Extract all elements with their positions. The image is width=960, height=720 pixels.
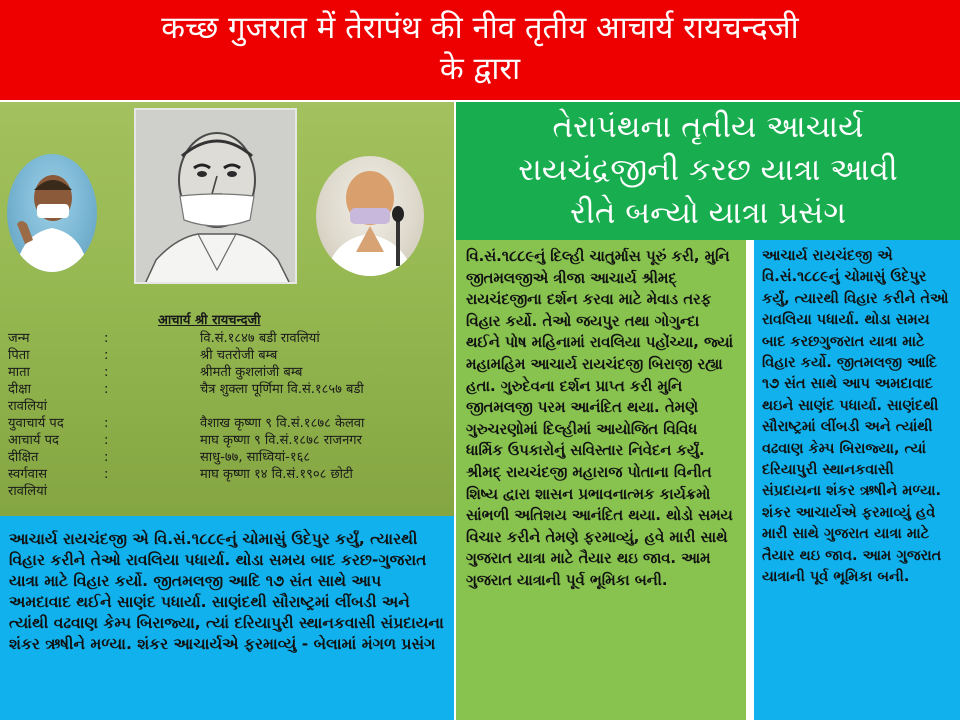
left-monk-illustration: [7, 154, 97, 272]
left-blue-text-box: આચાર્ય રાયચંદજી એ વિ.સં.૧૮૮૯નું ચોમાસું ઉદેપુર કર્યું, ત્યારથી વિહાર કરીને તેઓ રાવલિયા પધાર્યા. થોડા સમય બાદ કરછ-ગુજરાત યાત્રા માટે વિહાર કર્યો. જીતમલજી આદિ ૧૭ સંત સાથે આપ અમદાવાદ થઈને સાણંદ પધાર્યા. સાણંદથી સૌરાષ્ટ્રમાં લીંબડી અને ત્યાંથી વઢવાણ કેમ્પ બિરાજ્યા, ત્યાં દરિયાપુરી સ્થાનકવાસી સંપ્રદાયના શંકર ઋષીને મળ્યા. શંકર આચાર્યએ ફરમાવ્યું - બેલામાં મંગળ પ્રસંગ: [0, 516, 456, 720]
right-blue-text-box: આચાર્ય રાયચંદજી એ વિ.સં.૧૮૮૯નું ચોમાસું ઉદેપુર કર્યું, ત્યારથી વિહાર કરીને તેઓ રાવલિયા પધાર્યા. થોડા સમય બાદ કરછગુજરાત યાત્રા માટે વિહાર કર્યો. જીતમલજી આદિ ૧૭ સંત સાથે આપ અમદાવાદ થઇને સાણંદ પધાર્યા. સાણંદથી સૌરાષ્ટ્રમાં લીંબડી અને ત્યાંથી વઢવાણ કેમ્પ બિરાજ્યા, ત્યાં દરિયાપુરી સ્થાનકવાસી સંપ્રદાયના શંકર ઋષીને મળ્યા. શંકર આચાર્યએ ફરમાવ્યું હવે મારી સાથે ગુજરાત યાત્રા માટે તૈયાર થઇ જાવ. આમ ગુજરાત યાત્રાની પૂર્વ ભૂમિકા બની.: [754, 240, 960, 720]
bio-label: दीक्षित: [8, 450, 39, 465]
bio-colon: :: [104, 416, 109, 431]
gujarati-title-line1: તેરાપંથના તૃતીય આચાર્ય: [552, 109, 864, 145]
bio-label: रावलियां: [8, 399, 48, 414]
title-banner: [0, 0, 960, 100]
banner-title-line2: के द्वारा: [439, 51, 521, 87]
biography-heading: आचार्य श्री रायचन्दजी: [158, 313, 261, 328]
bio-label: जन्म: [8, 331, 30, 346]
bio-value: श्री चतरोजी बम्ब: [200, 348, 278, 363]
portrait-sketch: [136, 110, 297, 284]
bio-value: वि.सं.१८४७ बडी रावलियां: [200, 331, 320, 346]
bio-label: आचार्य पद: [8, 433, 59, 448]
bio-row-mother: [8, 364, 448, 381]
bio-value: वैशाख कृष्णा ९ वि.सं.१८७८ केलवा: [200, 416, 365, 431]
bio-row-initiation: [8, 381, 448, 398]
right-monk-illustration: [316, 156, 424, 276]
bio-colon: :: [104, 365, 109, 380]
bio-label: पिता: [8, 348, 30, 363]
acharya-portrait-photo: [134, 108, 297, 284]
left-monk-portrait: [7, 154, 97, 272]
bio-row-birth: [8, 330, 448, 347]
middle-green-text-box: વિ.સં.૧૮૮૯નું દિલ્હી ચાતુર્માસ પૂરું કરી, મુનિ જીતમલજીએ ત્રીજા આચાર્ય શ્રીમદ્ રાયચંદજીના દર્શન કરવા માટે મેવાડ તરફ વિહાર કર્યો. તેઓ જયપુર તથા ગોગુન્દા થઈને પોષ મહિનામાં રાવલિયા પહોંચ્યા, જ્યાં મહામહિમ આચાર્ય રાયચંદજી બિરાજી રહ્યા હતા. ગુરુદેવના દર્શન પ્રાપ્ત કરી મુનિ જીતમલજી પરમ આનંદિત થયા. તેમણે ગુરુચરણોમાં દિલ્હીમાં આયોજિત વિવિધ ધાર્મિક ઉપકારોનું સવિસ્તાર નિવેદન કર્યું. શ્રીમદ્ રાયચંદજી મહારાજ પોતાના વિનીત શિષ્ય દ્વારા શાસન પ્રભાવનાત્મક કાર્યક્રમો સાંભળી અતિશય આનંદિત થયા. થોડો સમય વિચાર કરીને તેમણે ફરમાવ્યું, હવે મારી સાથે ગુજરાત યાત્રા માટે તૈયાર થઇ જાવ. આમ ગુજરાત યાત્રાની પૂર્વ ભૂમિકા બની.: [456, 240, 750, 720]
right-monk-portrait: [316, 156, 424, 276]
bio-label: युवाचार्य पद: [8, 416, 64, 431]
bio-colon: :: [104, 348, 109, 363]
bio-row-demise: [8, 466, 448, 483]
gujarati-title-line3: રીતે બન્યો યાત્રા પ્રસંગ: [569, 195, 847, 231]
bio-row-father: [8, 347, 448, 364]
bio-row-acharya: [8, 432, 448, 449]
bio-row-initiation-place: [8, 398, 448, 415]
bio-label: माता: [8, 365, 30, 380]
bio-label: रावलियां: [8, 484, 48, 499]
bio-value: माघ कृष्णा ९ वि.सं.१८७८ राजनगर: [200, 433, 362, 448]
bio-colon: :: [104, 382, 109, 397]
bio-row-yuvacharya: [8, 415, 448, 432]
biography-card: [0, 308, 454, 516]
biography-panel: [0, 102, 456, 516]
gujarati-title-box: [456, 102, 960, 240]
gujarati-title-line2: રાયચંદ્રજીની કરછ યાત્રા આવી: [518, 152, 898, 188]
bio-label: स्वर्गवास: [8, 467, 47, 482]
bio-row-demise-place: [8, 483, 448, 500]
bio-value: माघ कृष्णा १४ वि.सं.१९०८ छोटी: [200, 467, 353, 482]
bio-colon: :: [104, 450, 109, 465]
bio-value: चैत्र शुक्ला पूर्णिमा वि.सं.१८५७ बडी: [200, 382, 364, 397]
bio-colon: :: [104, 331, 109, 346]
bio-row-initiated: [8, 449, 448, 466]
banner-title-line1: कच्छ गुजरात में तेरापंथ की नीव तृतीय आचार्य रायचन्दजी: [161, 10, 799, 46]
bio-colon: :: [104, 433, 109, 448]
bio-value: श्रीमती कुशलांजी बम्ब: [200, 365, 303, 380]
bio-value: साधु-७७, साध्वियां-१६८: [200, 450, 311, 465]
bio-label: दीक्षा: [8, 382, 31, 397]
bio-colon: :: [104, 467, 109, 482]
